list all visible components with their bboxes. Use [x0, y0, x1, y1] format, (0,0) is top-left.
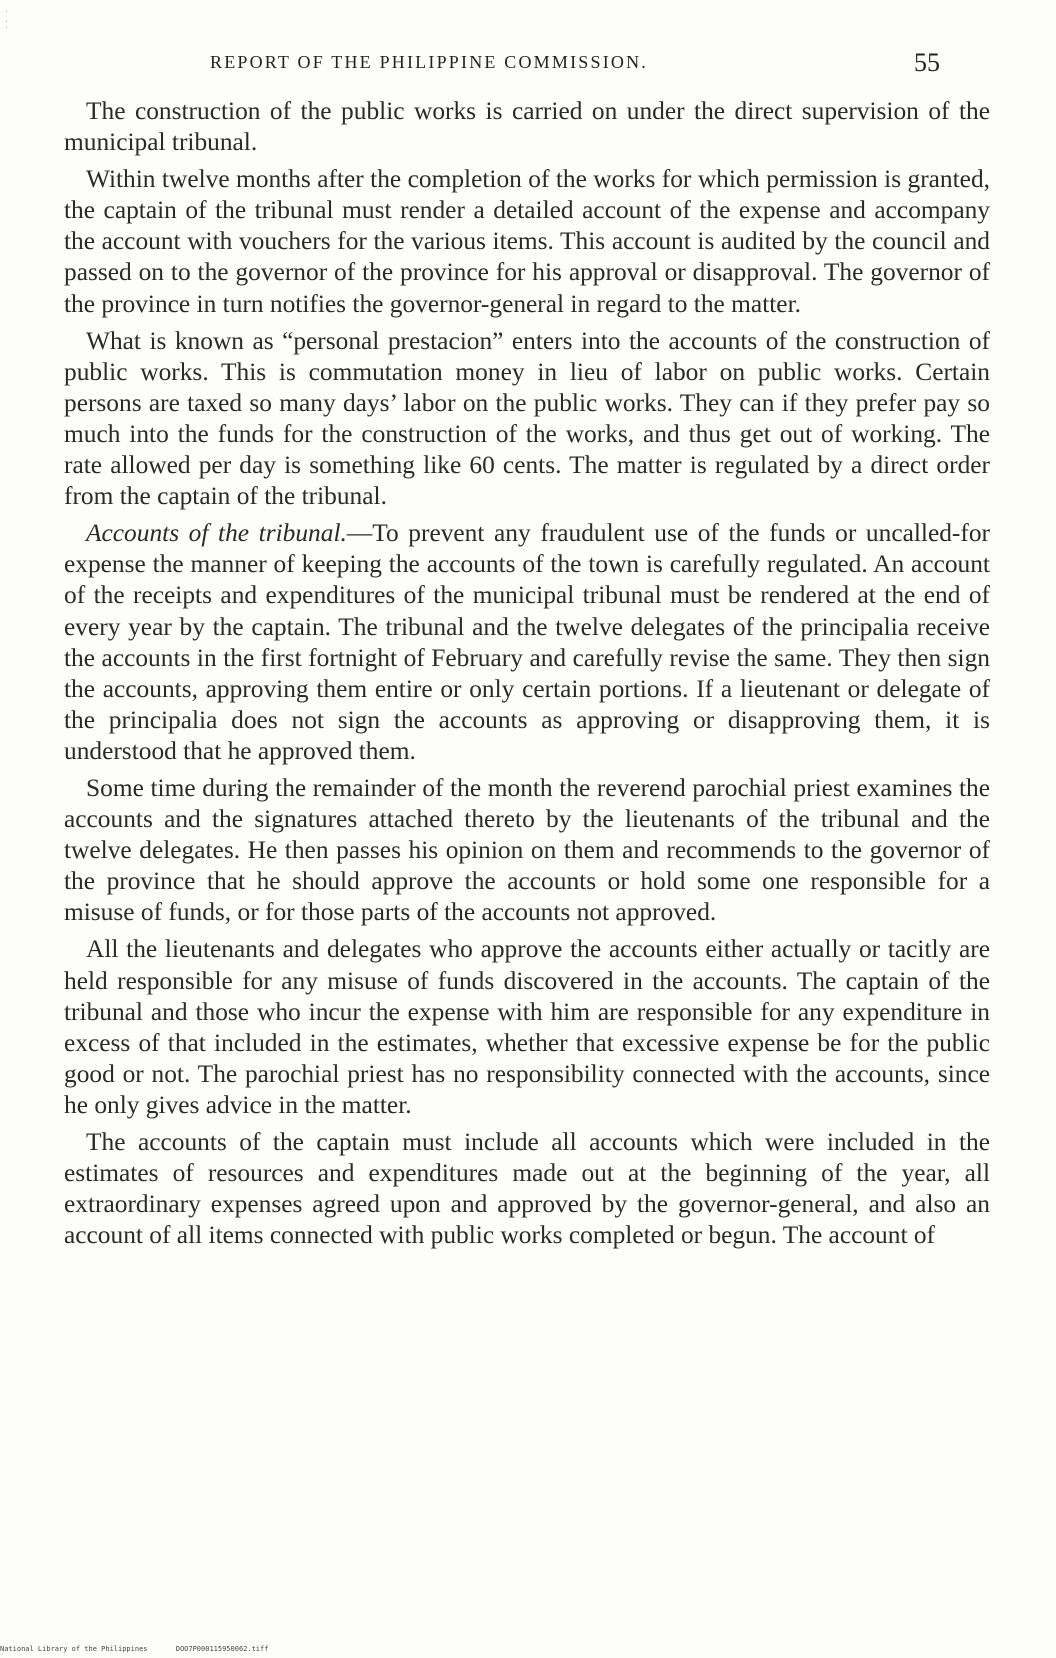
paragraph-text: Some time during the remainder of the month the reverend parochial priest examines the accounts and the signatures attached thereto by the lieutenants of the tribunal and the twelve delegates. He then passes his opinion on them and recommends to the governor of the province that he should approve the accounts or hold some one responsible for a misuse of funds, or for those parts of the accounts not approved. — [64, 773, 990, 927]
paragraph-account-of-expense — [64, 164, 990, 319]
paragraph-text: What is known as “personal prestacion” enters into the accounts of the construction of public works. This is commutation money in lieu of labor on public works. Certain persons are taxed so many days’ labor on the public works. They can if they prefer pay so much into the funds for the construction of the works, and thus get out of working. The rate allowed per day is something like 60 cents. The matter is regulated by a direct order from the captain of the tribunal. — [64, 326, 990, 511]
paragraph-accounts-of-tribunal — [64, 518, 990, 767]
scan-speckle-decoration: · . · — [4, 7, 9, 32]
paragraph-captain-accounts — [64, 1127, 990, 1251]
page-number: 55 — [914, 48, 940, 77]
paragraph-text: —To prevent any fraudulent use of the funds or uncalled-for expense the manner of keeping the accounts of the town is carefully regulated. An account of the receipts and expenditures of the municipal tribunal must be rendered at the end of every year by the captain. The tribunal and the twelve delegates of the principalia receive the accounts in the first fortnight of February and carefully revise the same. They then sign the accounts, approving them entire or only certain portions. If a lieutenant or delegate of the principalia does not sign the accounts as approving or disapproving them, it is understood that he approved them. — [64, 519, 990, 765]
section-lead-heading: Accounts of the tribunal. — [86, 519, 347, 548]
paragraph-text: All the lieutenants and delegates who approve the accounts either actually or tacitly are held responsible for any misuse of funds discovered in the accounts. The captain of the tribunal and those who incur the expense with him are responsible for any expenditure in excess of that included in the estimates, whether that excessive expense be for the public good or not. The parochial priest has no responsibility connected with the accounts, since he only gives advice in the matter. — [64, 935, 990, 1119]
paragraph-public-works-supervision — [64, 96, 990, 158]
paragraph-parochial-priest-review — [64, 773, 990, 928]
footer-library: National Library of the Philippines — [0, 1645, 148, 1653]
page-header — [210, 48, 940, 80]
paragraph-text: The accounts of the captain must include all accounts which were included in the estimates of resources and expenditures made out at the beginning of the year, all extraordinary expenses agreed upon and approved by the governor-general, and also an account of all items connected with public works completed or begun. The account of — [64, 1128, 990, 1250]
running-title: REPORT OF THE PHILIPPINE COMMISSION. — [210, 52, 649, 72]
paragraph-text: Within twelve months after the completion of the works for which permission is granted, the captain of the tribunal must render a detailed account of the expense and accompany the account with vouchers for the various items. This account is audited by the council and passed on to the governor of the province for his approval or disapproval. The governor of the province in turn notifies the governor-general in regard to the matter. — [64, 165, 990, 318]
paragraph-text: The construction of the public works is carried on under the direct supervision of the municipal tribunal. — [64, 97, 990, 157]
body-text — [64, 96, 990, 1257]
scan-footer — [0, 1645, 360, 1657]
footer-file: DOO7P000115950062.tiff — [175, 1645, 269, 1653]
paragraph-responsibility — [64, 934, 990, 1121]
paragraph-personal-prestacion — [64, 326, 990, 513]
